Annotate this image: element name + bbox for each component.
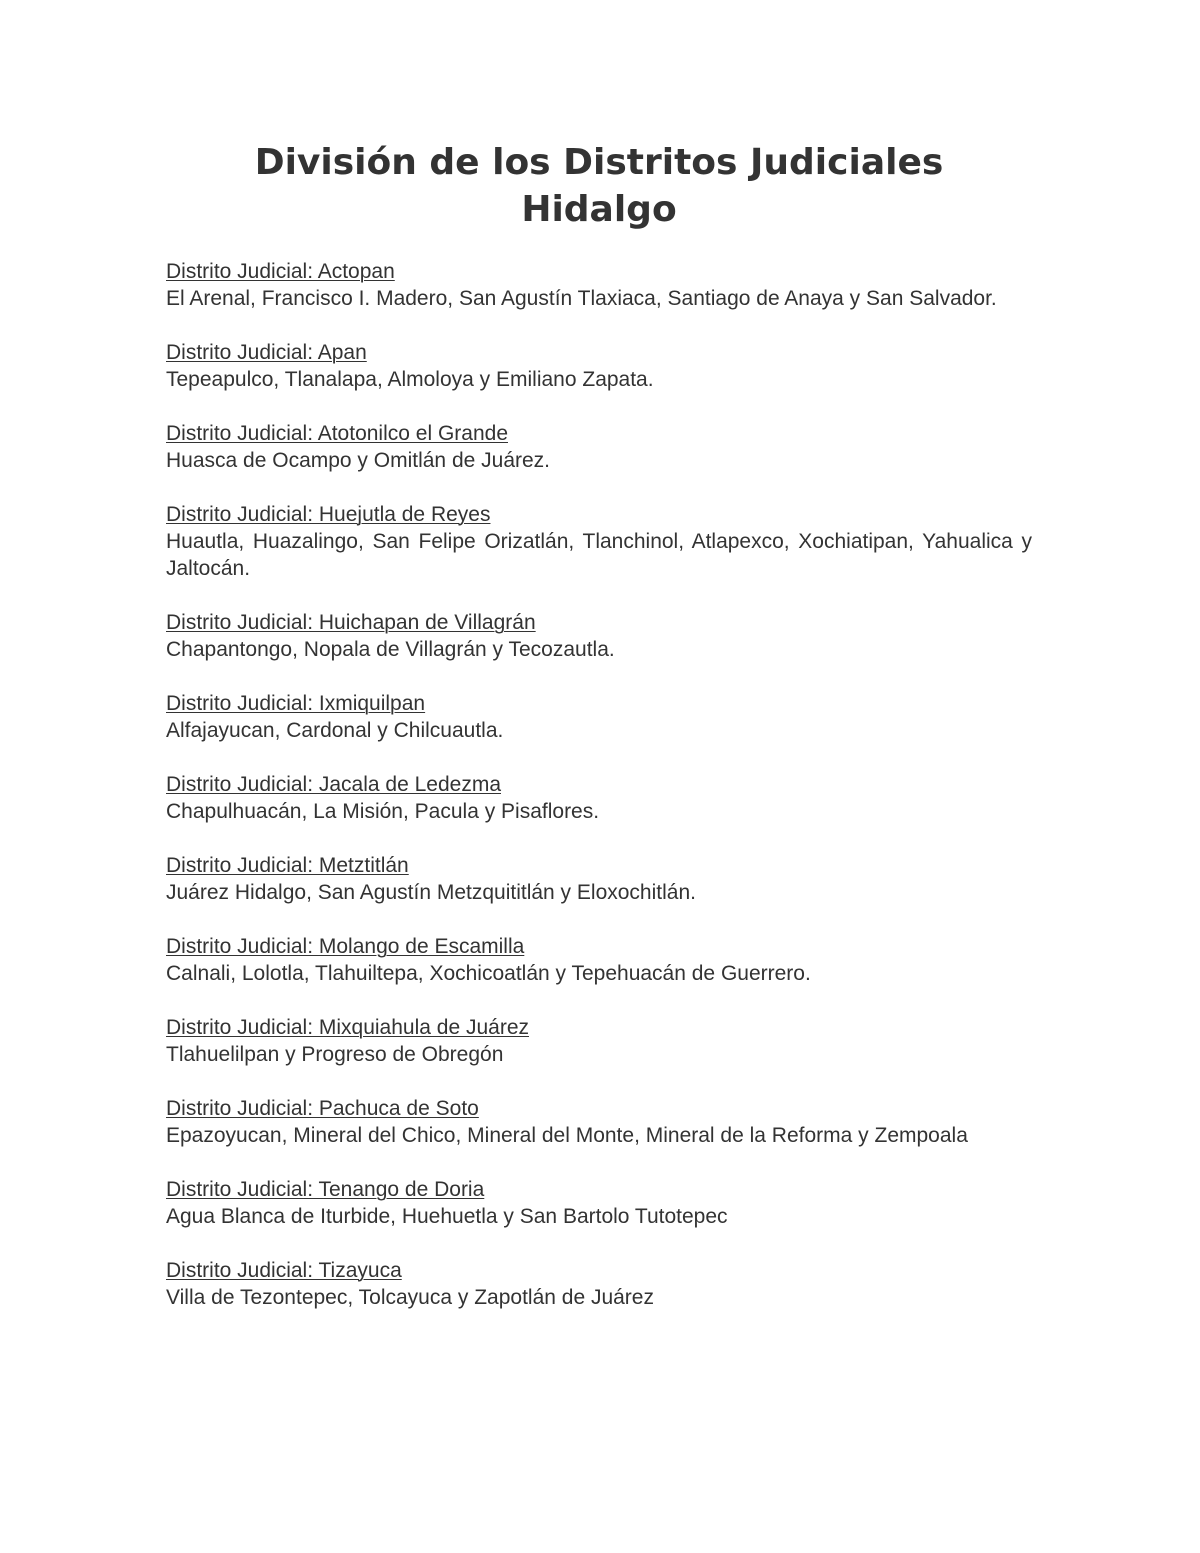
district-heading: Distrito Judicial: Huejutla de Reyes <box>166 503 491 526</box>
district-towns: Epazoyucan, Mineral del Chico, Mineral del Monte, Mineral de la Reforma y Zempoala <box>166 1124 968 1147</box>
district-heading: Distrito Judicial: Mixquiahula de Juárez <box>166 1016 529 1039</box>
district-item <box>166 771 1032 825</box>
district-item <box>166 1095 1032 1149</box>
district-item <box>166 501 1032 582</box>
district-item <box>166 339 1032 393</box>
district-heading: Distrito Judicial: Tizayuca <box>166 1259 402 1282</box>
district-towns: Huautla, Huazalingo, San Felipe Orizatlán, Tlanchinol, Atlapexco, Xochiatipan, Yahualica y Jaltocán. <box>166 530 1032 580</box>
district-heading: Distrito Judicial: Actopan <box>166 260 395 283</box>
district-list <box>166 258 1032 1338</box>
district-heading: Distrito Judicial: Apan <box>166 341 367 364</box>
district-towns: Alfajayucan, Cardonal y Chilcuautla. <box>166 719 504 742</box>
page-title <box>166 139 1032 233</box>
district-item <box>166 1176 1032 1230</box>
district-towns: Juárez Hidalgo, San Agustín Metzquititlán y Eloxochitlán. <box>166 881 696 904</box>
district-towns: Villa de Tezontepec, Tolcayuca y Zapotlán de Juárez <box>166 1286 654 1309</box>
district-item <box>166 690 1032 744</box>
district-item <box>166 1014 1032 1068</box>
district-heading: Distrito Judicial: Ixmiquilpan <box>166 692 426 715</box>
district-item <box>166 609 1032 663</box>
district-towns: Chapantongo, Nopala de Villagrán y Tecozautla. <box>166 638 615 661</box>
district-heading: Distrito Judicial: Huichapan de Villagrán <box>166 611 536 634</box>
district-towns: El Arenal, Francisco I. Madero, San Agustín Tlaxiaca, Santiago de Anaya y San Salvador. <box>166 287 997 310</box>
district-item <box>166 420 1032 474</box>
district-heading: Distrito Judicial: Jacala de Ledezma <box>166 773 501 796</box>
district-item <box>166 933 1032 987</box>
district-heading: Distrito Judicial: Molango de Escamilla <box>166 935 525 958</box>
district-towns: Tlahuelilpan y Progreso de Obregón <box>166 1043 504 1066</box>
district-towns: Chapulhuacán, La Misión, Pacula y Pisaflores. <box>166 800 600 823</box>
district-towns: Calnali, Lolotla, Tlahuiltepa, Xochicoatlán y Tepehuacán de Guerrero. <box>166 962 811 985</box>
title-line-2: Hidalgo <box>521 189 677 230</box>
district-heading: Distrito Judicial: Metztitlán <box>166 854 409 877</box>
district-item <box>166 1257 1032 1311</box>
district-heading: Distrito Judicial: Tenango de Doria <box>166 1178 485 1201</box>
district-towns: Huasca de Ocampo y Omitlán de Juárez. <box>166 449 551 472</box>
title-line-1: División de los Distritos Judiciales <box>254 142 944 183</box>
district-item <box>166 852 1032 906</box>
district-towns: Tepeapulco, Tlanalapa, Almoloya y Emiliano Zapata. <box>166 368 654 391</box>
district-towns: Agua Blanca de Iturbide, Huehuetla y San Bartolo Tutotepec <box>166 1205 728 1228</box>
district-item <box>166 258 1032 312</box>
district-heading: Distrito Judicial: Pachuca de Soto <box>166 1097 479 1120</box>
district-heading: Distrito Judicial: Atotonilco el Grande <box>166 422 508 445</box>
